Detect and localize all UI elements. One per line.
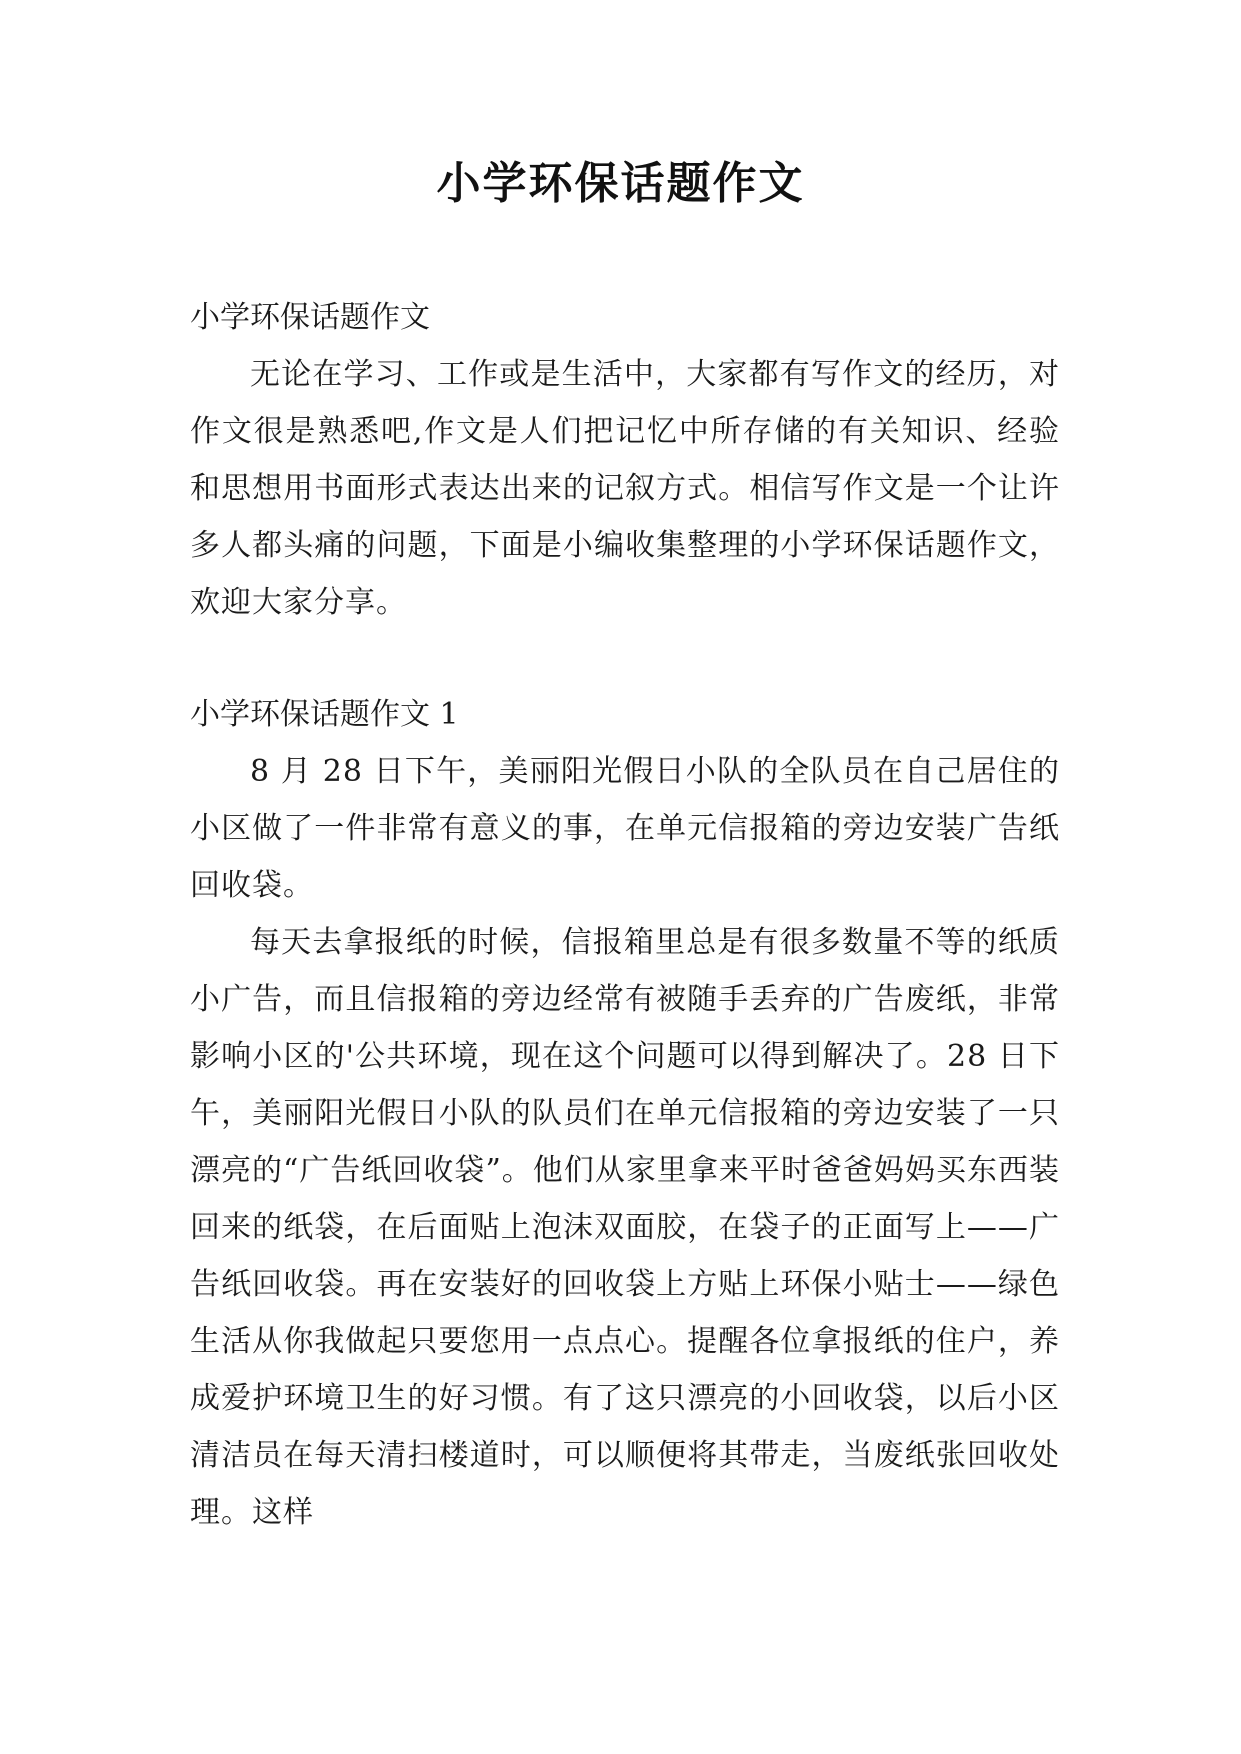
intro-heading: 小学环保话题作文 [190,300,430,335]
document-body [190,290,1060,1541]
document-title: 小学环保话题作文 [436,158,805,209]
section1-paragraph-1: 8 月 28 日下午，美丽阳光假日小队的全队员在自己居住的小区做了一件非常有意义的事，在单元信报箱的旁边安装广告纸回收袋。 [190,754,1060,903]
section-spacer [190,631,1060,687]
intro-paragraph: 无论在学习、工作或是生活中，大家都有写作文的经历，对作文很是熟悉吧,作文是人们把记忆中所存储的有关知识、经验和思想用书面形式表达出来的记叙方式。相信写作文是一个让许多人都头痛的问题，下面是小编收集整理的小学环保话题作文，欢迎大家分享。 [190,357,1060,620]
section1-paragraph-2: 每天去拿报纸的时候，信报箱里总是有很多数量不等的纸质小广告，而且信报箱的旁边经常有被随手丢弃的广告废纸，非常影响小区的'公共环境，现在这个问题可以得到解决了。28 日下午，美丽阳光假日小队的队员们在单元信报箱的旁边安装了一只漂亮的“广告纸回收袋”。他们从家里拿来平时爸爸妈妈买东西装回来的纸袋，在后面贴上泡沫双面胶，在袋子的正面写上——广告纸回收袋。再在安装好的回收袋上方贴上环保小贴士——绿色生活从你我做起只要您用一点点心。提醒各位拿报纸的住户，养成爱护环境卫生的好习惯。有了这只漂亮的小回收袋，以后小区清洁员在每天清扫楼道时，可以顺便将其带走，当废纸张回收处理。这样 [190,925,1060,1530]
section1-heading: 小学环保话题作文 1 [190,697,459,732]
